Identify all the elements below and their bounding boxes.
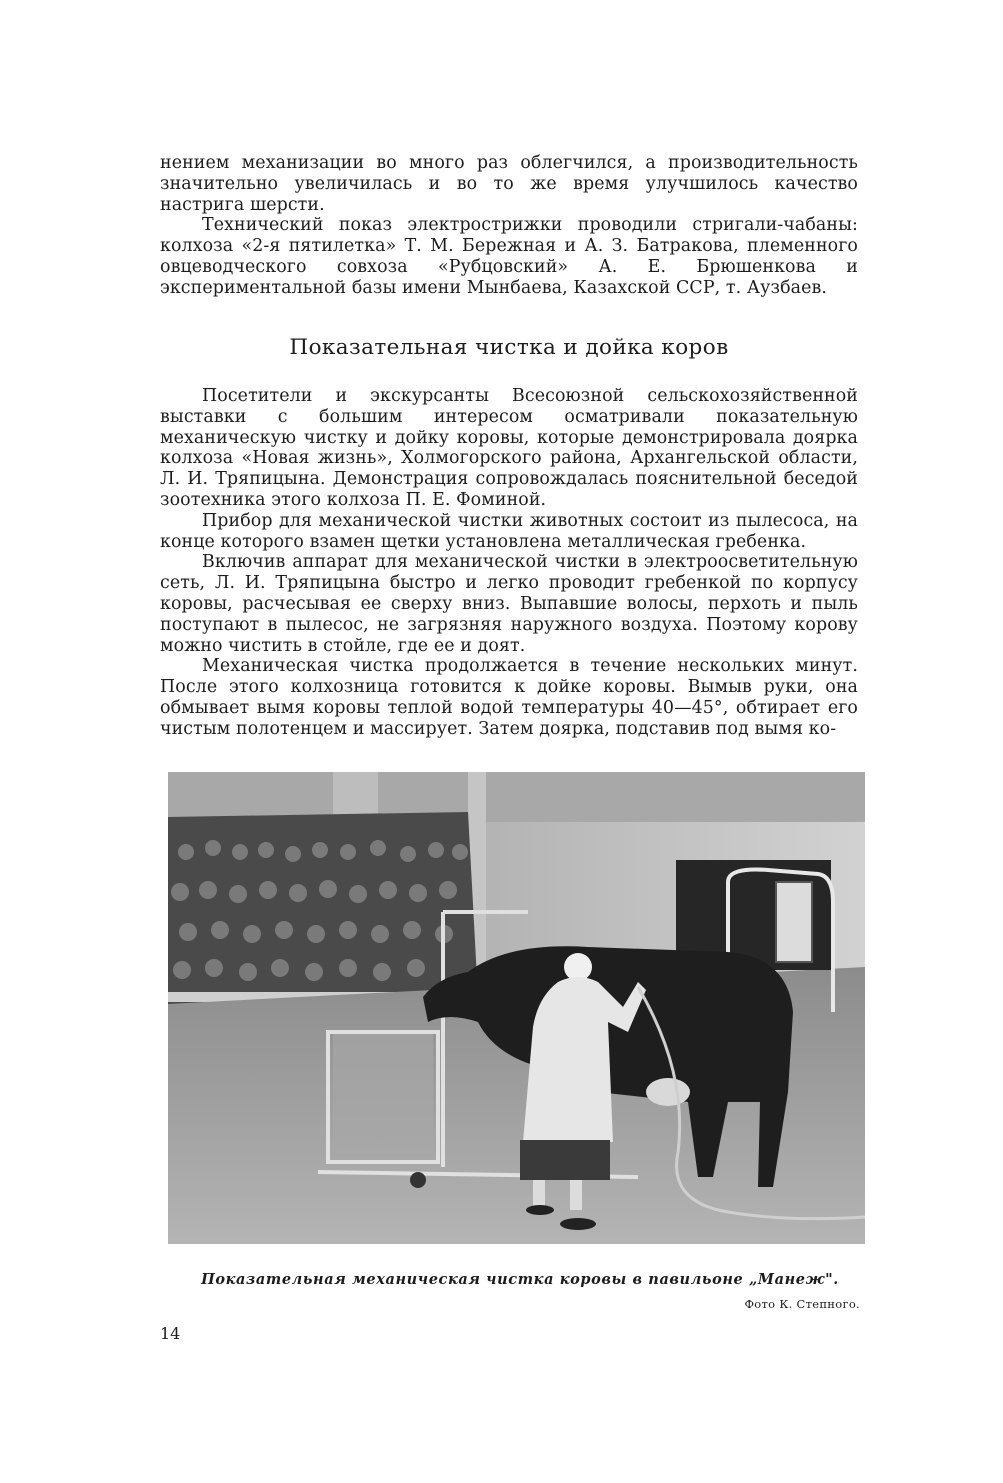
photo-credit: Фото К. Степного. bbox=[744, 1297, 860, 1311]
top-text-block bbox=[160, 153, 858, 299]
photo-illustration bbox=[168, 772, 865, 1244]
page-number: 14 bbox=[160, 1324, 181, 1343]
section-heading: Показательная чистка и дойка коров bbox=[289, 335, 729, 360]
paragraph: Посетители и экскурсанты Всесоюзной сельскохозяйственной выставки с большим интересом осматривали показательную механическую чистку и дойку коровы, которые демонстрировала доярка колхоза «Новая жизнь», Холмогорского района, Архангельской области, Л. И. Тряпицына. Демонстрация сопровождалась пояснительной беседой зоотехника этого колхоза П. Е. Фоминой. bbox=[160, 386, 858, 510]
paragraph: нением механизации во много раз облегчился, а производительность значительно увеличилась и во то же время улучшилось качество настрига шерсти. bbox=[160, 153, 858, 215]
paragraph: Технический показ электрострижки проводили стригали-чабаны: колхоза «2-я пятилетка» Т. М. Бережная и А. З. Батракова, племенного овцеводческого совхоза «Рубцовский» А. Е. Брюшенкова и экспериментальной базы имени Мынбаева, Казахской ССР, т. Аузбаев. bbox=[160, 215, 858, 298]
photo-cow-cleaning bbox=[168, 772, 865, 1244]
paragraph: Включив аппарат для механической чистки в электроосветительную сеть, Л. И. Тряпицына быстро и легко проводит гребенкой по корпусу коровы, расчесывая ее сверху вниз. Выпавшие волосы, перхоть и пыль поступают в пылесос, не загрязняя наружного воздуха. Поэтому корову можно чистить в стойле, где ее и доят. bbox=[160, 552, 858, 656]
main-text-block bbox=[160, 386, 858, 740]
paragraph: Механическая чистка продолжается в течение нескольких минут. После этого колхозница готовится к дойке коровы. Вымыв руки, она обмывает вымя коровы теплой водой температуры 40—45°, обтирает его чистым полотенцем и массирует. Затем доярка, подставив под вымя ко- bbox=[160, 656, 858, 739]
paragraph: Прибор для механической чистки животных состоит из пылесоса, на конце которого взамен щетки установлена металлическая гребенка. bbox=[160, 510, 858, 552]
photo-caption: Показательная механическая чистка коровы в павильоне „Манеж". bbox=[201, 1271, 839, 1288]
